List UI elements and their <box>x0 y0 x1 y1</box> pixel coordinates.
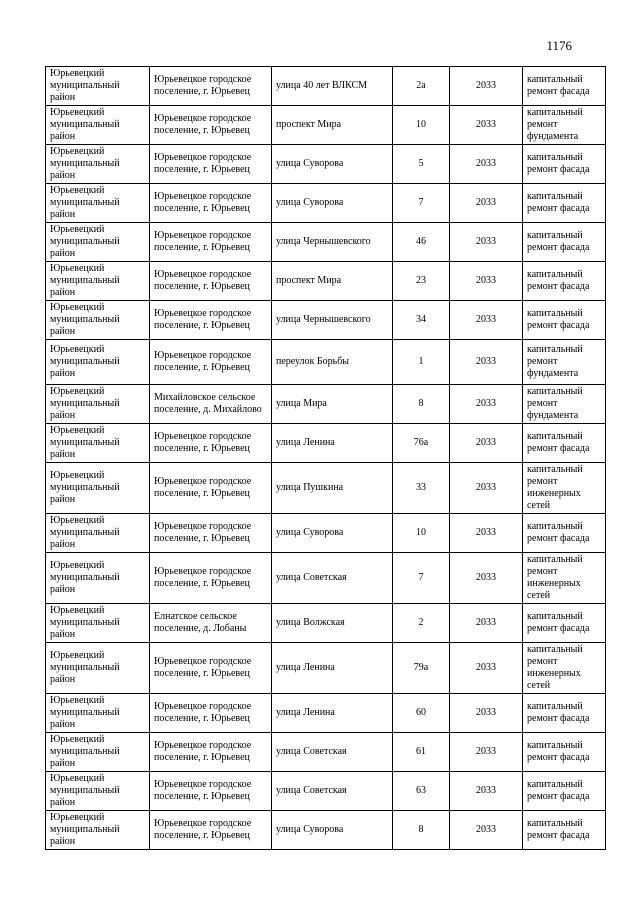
district-cell: Юрьевецкий муниципальный район <box>46 514 150 553</box>
table-row <box>46 340 606 385</box>
district-cell: Юрьевецкий муниципальный район <box>46 733 150 772</box>
house-number-cell: 23 <box>393 262 450 301</box>
work-type-cell: капитальный ремонт фасада <box>523 694 606 733</box>
street-cell: улица Суворова <box>272 145 393 184</box>
table-row <box>46 385 606 424</box>
street-cell: улица Чернышевского <box>272 223 393 262</box>
settlement-cell: Юрьевецкое городское поселение, г. Юрьевец <box>150 145 272 184</box>
work-type-cell: капитальный ремонт фундамента <box>523 106 606 145</box>
street-cell: улица Советская <box>272 733 393 772</box>
district-cell: Юрьевецкий муниципальный район <box>46 145 150 184</box>
table-row <box>46 424 606 463</box>
year-cell: 2033 <box>450 184 523 223</box>
house-number-cell: 63 <box>393 772 450 811</box>
repair-registry-table <box>45 66 606 850</box>
settlement-cell: Юрьевецкое городское поселение, г. Юрьевец <box>150 106 272 145</box>
work-type-cell: капитальный ремонт инженерных сетей <box>523 643 606 694</box>
year-cell: 2033 <box>450 463 523 514</box>
house-number-cell: 7 <box>393 553 450 604</box>
house-number-cell: 46 <box>393 223 450 262</box>
work-type-cell: капитальный ремонт инженерных сетей <box>523 463 606 514</box>
street-cell: улица Суворова <box>272 811 393 850</box>
table-row <box>46 145 606 184</box>
year-cell: 2033 <box>450 553 523 604</box>
district-cell: Юрьевецкий муниципальный район <box>46 553 150 604</box>
settlement-cell: Елнатское сельское поселение, д. Лобаны <box>150 604 272 643</box>
table-body <box>46 67 606 850</box>
table-row <box>46 643 606 694</box>
settlement-cell: Юрьевецкое городское поселение, г. Юрьевец <box>150 733 272 772</box>
district-cell: Юрьевецкий муниципальный район <box>46 106 150 145</box>
house-number-cell: 2 <box>393 604 450 643</box>
street-cell: улица Ленина <box>272 424 393 463</box>
page-number: 1176 <box>546 38 572 53</box>
district-cell: Юрьевецкий муниципальный район <box>46 184 150 223</box>
work-type-cell: капитальный ремонт фасада <box>523 772 606 811</box>
district-cell: Юрьевецкий муниципальный район <box>46 811 150 850</box>
table-row <box>46 184 606 223</box>
street-cell: улица Суворова <box>272 184 393 223</box>
year-cell: 2033 <box>450 301 523 340</box>
work-type-cell: капитальный ремонт фундамента <box>523 340 606 385</box>
table-row <box>46 604 606 643</box>
table-row <box>46 301 606 340</box>
house-number-cell: 33 <box>393 463 450 514</box>
work-type-cell: капитальный ремонт фасада <box>523 604 606 643</box>
settlement-cell: Юрьевецкое городское поселение, г. Юрьевец <box>150 463 272 514</box>
year-cell: 2033 <box>450 385 523 424</box>
house-number-cell: 60 <box>393 694 450 733</box>
house-number-cell: 5 <box>393 145 450 184</box>
district-cell: Юрьевецкий муниципальный район <box>46 301 150 340</box>
year-cell: 2033 <box>450 424 523 463</box>
house-number-cell: 79а <box>393 643 450 694</box>
district-cell: Юрьевецкий муниципальный район <box>46 643 150 694</box>
work-type-cell: капитальный ремонт фасада <box>523 184 606 223</box>
settlement-cell: Юрьевецкое городское поселение, г. Юрьевец <box>150 553 272 604</box>
district-cell: Юрьевецкий муниципальный район <box>46 262 150 301</box>
district-cell: Юрьевецкий муниципальный район <box>46 385 150 424</box>
work-type-cell: капитальный ремонт фасада <box>523 301 606 340</box>
year-cell: 2033 <box>450 340 523 385</box>
street-cell: проспект Мира <box>272 262 393 301</box>
street-cell: переулок Борьбы <box>272 340 393 385</box>
work-type-cell: капитальный ремонт фасада <box>523 811 606 850</box>
district-cell: Юрьевецкий муниципальный район <box>46 463 150 514</box>
district-cell: Юрьевецкий муниципальный район <box>46 604 150 643</box>
district-cell: Юрьевецкий муниципальный район <box>46 424 150 463</box>
table-row <box>46 733 606 772</box>
year-cell: 2033 <box>450 811 523 850</box>
house-number-cell: 2а <box>393 67 450 106</box>
street-cell: улица Советская <box>272 553 393 604</box>
street-cell: улица 40 лет ВЛКСМ <box>272 67 393 106</box>
year-cell: 2033 <box>450 223 523 262</box>
district-cell: Юрьевецкий муниципальный район <box>46 67 150 106</box>
district-cell: Юрьевецкий муниципальный район <box>46 772 150 811</box>
table-row <box>46 463 606 514</box>
settlement-cell: Юрьевецкое городское поселение, г. Юрьевец <box>150 184 272 223</box>
table-row <box>46 811 606 850</box>
street-cell: улица Волжская <box>272 604 393 643</box>
table-row <box>46 106 606 145</box>
work-type-cell: капитальный ремонт фасада <box>523 514 606 553</box>
table-row <box>46 553 606 604</box>
house-number-cell: 10 <box>393 514 450 553</box>
district-cell: Юрьевецкий муниципальный район <box>46 223 150 262</box>
work-type-cell: капитальный ремонт инженерных сетей <box>523 553 606 604</box>
settlement-cell: Юрьевецкое городское поселение, г. Юрьевец <box>150 67 272 106</box>
street-cell: улица Ленина <box>272 643 393 694</box>
table-row <box>46 514 606 553</box>
house-number-cell: 8 <box>393 811 450 850</box>
table-row <box>46 262 606 301</box>
table-row <box>46 67 606 106</box>
house-number-cell: 1 <box>393 340 450 385</box>
street-cell: улица Советская <box>272 772 393 811</box>
house-number-cell: 8 <box>393 385 450 424</box>
house-number-cell: 61 <box>393 733 450 772</box>
work-type-cell: капитальный ремонт фундамента <box>523 385 606 424</box>
work-type-cell: капитальный ремонт фасада <box>523 67 606 106</box>
settlement-cell: Юрьевецкое городское поселение, г. Юрьевец <box>150 811 272 850</box>
house-number-cell: 76а <box>393 424 450 463</box>
year-cell: 2033 <box>450 262 523 301</box>
year-cell: 2033 <box>450 514 523 553</box>
settlement-cell: Юрьевецкое городское поселение, г. Юрьевец <box>150 424 272 463</box>
year-cell: 2033 <box>450 694 523 733</box>
settlement-cell: Юрьевецкое городское поселение, г. Юрьевец <box>150 340 272 385</box>
work-type-cell: капитальный ремонт фасада <box>523 223 606 262</box>
street-cell: проспект Мира <box>272 106 393 145</box>
street-cell: улица Суворова <box>272 514 393 553</box>
work-type-cell: капитальный ремонт фасада <box>523 262 606 301</box>
settlement-cell: Юрьевецкое городское поселение, г. Юрьевец <box>150 262 272 301</box>
year-cell: 2033 <box>450 145 523 184</box>
settlement-cell: Юрьевецкое городское поселение, г. Юрьевец <box>150 643 272 694</box>
work-type-cell: капитальный ремонт фасада <box>523 424 606 463</box>
settlement-cell: Юрьевецкое городское поселение, г. Юрьевец <box>150 223 272 262</box>
work-type-cell: капитальный ремонт фасада <box>523 733 606 772</box>
year-cell: 2033 <box>450 604 523 643</box>
settlement-cell: Юрьевецкое городское поселение, г. Юрьевец <box>150 301 272 340</box>
district-cell: Юрьевецкий муниципальный район <box>46 694 150 733</box>
table-row <box>46 772 606 811</box>
street-cell: улица Мира <box>272 385 393 424</box>
street-cell: улица Ленина <box>272 694 393 733</box>
house-number-cell: 7 <box>393 184 450 223</box>
house-number-cell: 34 <box>393 301 450 340</box>
year-cell: 2033 <box>450 106 523 145</box>
settlement-cell: Михайловское сельское поселение, д. Михайлово <box>150 385 272 424</box>
street-cell: улица Пушкина <box>272 463 393 514</box>
year-cell: 2033 <box>450 67 523 106</box>
year-cell: 2033 <box>450 733 523 772</box>
settlement-cell: Юрьевецкое городское поселение, г. Юрьевец <box>150 514 272 553</box>
district-cell: Юрьевецкий муниципальный район <box>46 340 150 385</box>
table-row <box>46 694 606 733</box>
work-type-cell: капитальный ремонт фасада <box>523 145 606 184</box>
house-number-cell: 10 <box>393 106 450 145</box>
settlement-cell: Юрьевецкое городское поселение, г. Юрьевец <box>150 694 272 733</box>
year-cell: 2033 <box>450 772 523 811</box>
settlement-cell: Юрьевецкое городское поселение, г. Юрьевец <box>150 772 272 811</box>
table-row <box>46 223 606 262</box>
street-cell: улица Чернышевского <box>272 301 393 340</box>
year-cell: 2033 <box>450 643 523 694</box>
